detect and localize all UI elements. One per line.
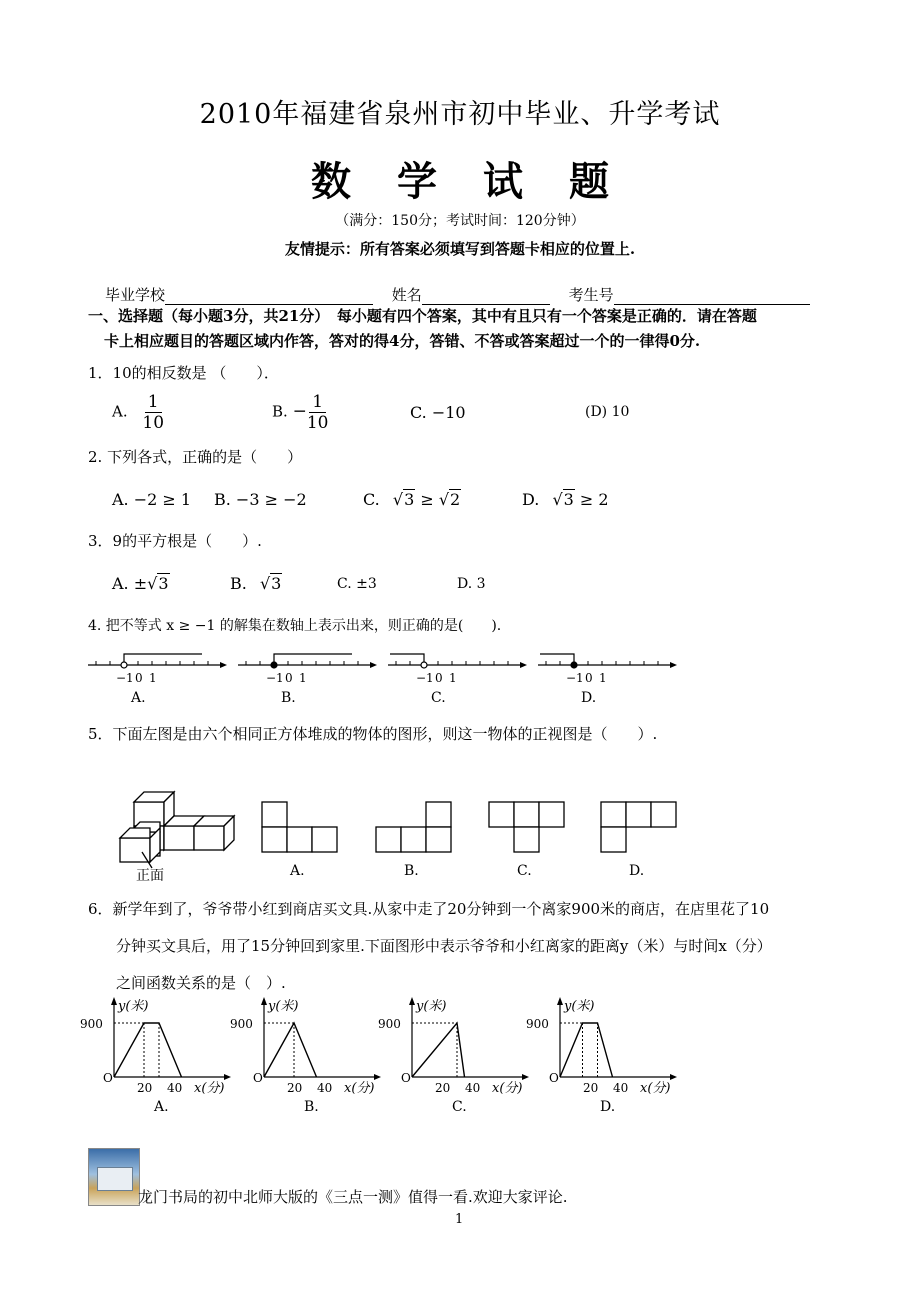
info-row	[105, 284, 810, 305]
q1-stem: 1．10的相反数是 （ ）．	[88, 364, 279, 382]
id-field[interactable]	[614, 288, 810, 305]
q5-figures	[100, 780, 700, 885]
origin-label: O	[401, 1071, 411, 1085]
view-square	[601, 802, 626, 827]
graph-option-label: C.	[452, 1099, 467, 1115]
graph-option-label: A.	[154, 1099, 169, 1115]
view-option-label: B.	[404, 863, 419, 879]
q2-c-radicand2: 2	[450, 490, 461, 509]
q2-option-c: C. √3 ≥ √2	[363, 490, 461, 509]
x-axis-label: x(分)	[492, 1081, 523, 1096]
tick-label-0: 0	[585, 671, 593, 685]
q5-stem: 5．下面左图是由六个相同正方体堆成的物体的图形，则这一物体的正视图是（ ）.	[88, 725, 658, 743]
distance-time-line	[114, 1023, 182, 1077]
solution-ray	[540, 654, 574, 662]
tick-label-neg1: −1	[116, 671, 134, 685]
cube-face	[164, 826, 194, 850]
x-tick-20: 20	[583, 1081, 599, 1095]
tick-label-1: 1	[449, 671, 457, 685]
q2-d-label: D.	[522, 490, 540, 509]
q2-option-b: B. −3 ≥ −2	[214, 490, 307, 509]
view-square	[312, 827, 337, 852]
name-label: 姓名	[391, 286, 422, 304]
section-1-instructions	[88, 304, 848, 354]
solution-ray	[274, 654, 352, 662]
exam-meta: （满分：150分；考试时间：120分钟）	[335, 213, 585, 229]
axis-arrow	[520, 662, 527, 668]
view-square	[514, 802, 539, 827]
q1-b-den: 10	[306, 413, 329, 433]
graph-option-label: D.	[600, 1099, 616, 1115]
q1-a-den: 10	[142, 413, 165, 433]
school-label: 毕业学校	[105, 286, 166, 304]
distance-time-line	[560, 1023, 613, 1077]
q1-option-c: C. −10	[410, 403, 466, 422]
q6-stem	[88, 891, 772, 1002]
axis-arrow	[670, 662, 677, 668]
q2-option-d: D. √3 ≥ 2	[522, 490, 609, 509]
closed-dot	[271, 662, 277, 668]
axis-arrow	[557, 997, 563, 1005]
building-picture	[97, 1167, 133, 1191]
view-square	[401, 827, 426, 852]
q4-number-lines	[80, 645, 680, 710]
q3-b-label: B.	[230, 574, 247, 593]
name-field[interactable]	[422, 288, 550, 305]
y-axis-label: y(米)	[416, 999, 447, 1014]
x-tick-20: 20	[435, 1081, 451, 1095]
distance-time-line	[264, 1023, 317, 1077]
view-square	[376, 827, 401, 852]
q2-c-label: C.	[363, 490, 380, 509]
view-square	[262, 827, 287, 852]
q3-option-a: A. ±√3	[112, 574, 169, 593]
x-axis-label: x(分)	[344, 1081, 375, 1096]
axis-arrow	[409, 997, 415, 1005]
q1-a-fraction	[142, 392, 164, 433]
solution-ray	[124, 654, 202, 662]
footer-ad: 龙门书局的初中北师大版的《三点一测》值得一看.欢迎大家评论.	[138, 1188, 568, 1206]
q3-option-b: B. √3	[230, 574, 282, 593]
option-label: A.	[131, 690, 146, 706]
q3-option-c: C. ±3	[337, 576, 377, 592]
book-cover-image	[88, 1148, 140, 1206]
graph-option-label: B.	[304, 1099, 319, 1115]
view-square	[426, 802, 451, 827]
q1-b-sign: −	[292, 401, 307, 422]
x-axis-label: x(分)	[194, 1081, 225, 1096]
option-label: D.	[581, 690, 597, 706]
q3-a-label: A. ±	[112, 574, 148, 593]
q2-c-op: ≥	[420, 490, 434, 509]
tick-label-1: 1	[599, 671, 607, 685]
view-square	[514, 827, 539, 852]
id-label: 考生号	[568, 286, 614, 304]
front-label: 正面	[136, 868, 164, 884]
q2-d-op: ≥ 2	[579, 490, 609, 509]
closed-dot	[571, 662, 577, 668]
q2-stem: 2. 下列各式，正确的是（ ）	[88, 448, 303, 466]
y-axis-label: y(米)	[564, 999, 595, 1014]
cube-face	[120, 828, 150, 838]
q2-d-radicand: 3	[563, 490, 574, 509]
y-value-900: 900	[526, 1017, 549, 1031]
view-square	[651, 802, 676, 827]
open-dot	[421, 662, 427, 668]
q6-graphs	[80, 995, 700, 1120]
tick-label-1: 1	[149, 671, 157, 685]
x-tick-40: 40	[317, 1081, 333, 1095]
q3-option-d: D. 3	[457, 576, 486, 592]
q1-a-label: A.	[112, 402, 128, 421]
solution-ray	[390, 654, 424, 662]
subject-title: 数学试题	[311, 158, 655, 205]
y-value-900: 900	[80, 1017, 103, 1031]
x-tick-40: 40	[465, 1081, 481, 1095]
origin-label: O	[103, 1071, 113, 1085]
y-value-900: 900	[378, 1017, 401, 1031]
q6-line1: 6．新学年到了，爷爷带小红到商店买文具.从家中走了20分钟到一个离家900米的商店，在店里花了10	[88, 900, 770, 918]
view-square	[287, 827, 312, 852]
q1-b-fraction	[307, 392, 329, 433]
q3-a-radicand: 3	[158, 574, 169, 593]
section-1-line1: 一、选择题（每小题3分，共21分） 每小题有四个答案，其中有且只有一个答案是正确的．请在答题	[88, 307, 757, 325]
x-axis-label: x(分)	[640, 1081, 671, 1096]
view-square	[601, 827, 626, 852]
page-number: 1	[455, 1212, 464, 1227]
axis-arrow	[670, 1074, 677, 1080]
axis-arrow	[111, 997, 117, 1005]
axis-arrow	[370, 662, 377, 668]
x-tick-40: 40	[167, 1081, 183, 1095]
q4-stem: 4. 把不等式 x ≥ −1 的解集在数轴上表示出来，则正确的是( ).	[88, 618, 502, 634]
section-1-line2: 卡上相应题目的答题区域内作答，答对的得4分，答错、不答或答案超过一个的一律得0分.	[104, 332, 701, 350]
view-square	[489, 802, 514, 827]
axis-arrow	[220, 662, 227, 668]
tick-label-1: 1	[299, 671, 307, 685]
view-square	[539, 802, 564, 827]
tick-label-0: 0	[285, 671, 293, 685]
axis-arrow	[261, 997, 267, 1005]
x-tick-20: 20	[287, 1081, 303, 1095]
q3-b-radicand: 3	[271, 574, 282, 593]
axis-arrow	[374, 1074, 381, 1080]
q6-line3: 之间函数关系的是（ ）.	[116, 974, 286, 992]
tick-label-0: 0	[435, 671, 443, 685]
q1-a-num: 1	[145, 392, 162, 413]
tick-label-neg1: −1	[266, 671, 284, 685]
cube-face	[194, 826, 224, 850]
q1-b-label: B.	[272, 402, 288, 421]
school-field[interactable]	[165, 288, 373, 305]
q1-option-b	[272, 392, 328, 433]
tick-label-neg1: −1	[566, 671, 584, 685]
x-tick-40: 40	[613, 1081, 629, 1095]
view-square	[626, 802, 651, 827]
tick-label-0: 0	[135, 671, 143, 685]
y-value-900: 900	[230, 1017, 253, 1031]
cube-stack	[120, 792, 234, 868]
q3-stem: 3．9的平方根是（ ）.	[88, 532, 262, 550]
origin-label: O	[549, 1071, 559, 1085]
open-dot	[121, 662, 127, 668]
q2-option-a: A. −2 ≥ 1	[112, 490, 192, 509]
friendly-tip: 友情提示：所有答案必须填写到答题卡相应的位置上.	[284, 240, 636, 258]
tick-label-neg1: −1	[416, 671, 434, 685]
q6-line2: 分钟买文具后，用了15分钟回到家里.下面图形中表示爷爷和小红离家的距离y（米）与时间x（分）	[116, 937, 772, 955]
q1-b-num: 1	[309, 392, 326, 413]
y-axis-label: y(米)	[268, 999, 299, 1014]
view-option-label: A.	[290, 863, 305, 879]
view-square	[262, 802, 287, 827]
origin-label: O	[253, 1071, 263, 1085]
q2-c-radicand1: 3	[404, 490, 415, 509]
view-option-label: D.	[629, 863, 645, 879]
q1-option-a	[112, 392, 164, 433]
option-label: B.	[281, 690, 296, 706]
q1-option-d: (D) 10	[585, 404, 630, 420]
view-option-label: C.	[517, 863, 532, 879]
x-tick-20: 20	[137, 1081, 153, 1095]
option-label: C.	[431, 690, 446, 706]
axis-arrow	[522, 1074, 529, 1080]
y-axis-label: y(米)	[118, 999, 149, 1014]
exam-title: 2010年福建省泉州市初中毕业、升学考试	[199, 99, 721, 130]
axis-arrow	[224, 1074, 231, 1080]
view-square	[426, 827, 451, 852]
